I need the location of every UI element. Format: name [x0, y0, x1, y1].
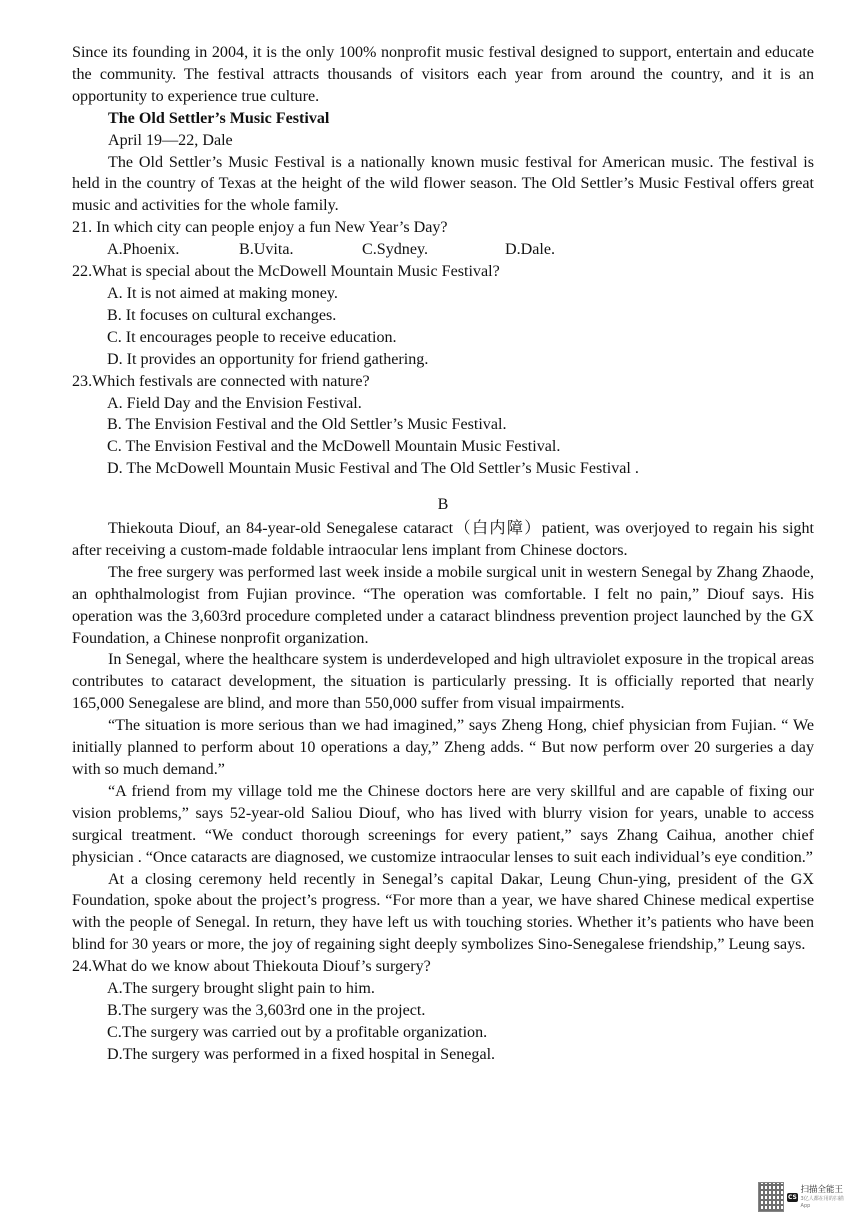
scanner-brand: [801, 1185, 850, 1210]
question-23-stem: 23.Which festivals are connected with nature?: [72, 372, 370, 390]
option-d: D. The McDowell Mountain Music Festival and The Old Settler’s Music Festival .: [107, 460, 639, 478]
passage-b-paragraph-6: At a closing ceremony held recently in Senegal’s capital Dakar, Leung Chun-ying, president of the GX Foundation, spoke about the project’s progress. “For more than a year, we have shared Chinese medical expertise with the people of Senegal. In return, they have left us with touching stories. Whether it’s patients who have been blind for 30 years or more, the joy of regaining sight deeply symbolizes Sino-Senegalese friendship,” Leung says.: [72, 870, 814, 954]
section-b-label: B: [437, 496, 449, 514]
option-d: D.The surgery was performed in a fixed hospital in Senegal.: [107, 1045, 496, 1063]
option-a: A.Phoenix.: [107, 241, 180, 259]
option-b: B. The Envision Festival and the Old Settler’s Music Festival.: [107, 416, 507, 434]
option-b: B. It focuses on cultural exchanges.: [107, 306, 337, 324]
festival-title: The Old Settler’s Music Festival: [108, 109, 330, 127]
qr-code-icon: [758, 1182, 784, 1212]
option-c: C.Sydney.: [362, 241, 429, 259]
option-d: D.Dale.: [505, 241, 556, 259]
passage-b-paragraph-1: Thiekouta Diouf, an 84-year-old Senegalese cataract（白内障）patient, was overjoyed to regain his sight after receiving a custom-made foldable intraocular lens implant from Chinese doctors.: [72, 520, 814, 559]
scanner-brand-name: 扫描全能王: [800, 1184, 844, 1195]
option-a: A. Field Day and the Envision Festival.: [107, 394, 362, 412]
question-24-stem: 24.What do we know about Thiekouta Diouf’s surgery?: [72, 958, 431, 976]
page-content: [72, 42, 814, 1066]
question-21-stem: 21. In which city can people enjoy a fun New Year’s Day?: [72, 219, 448, 237]
scanner-brand-tagline: 3亿人都在用的扫描App: [800, 1195, 844, 1209]
option-c: C. The Envision Festival and the McDowell Mountain Music Festival.: [107, 438, 561, 456]
question-22-stem: 22.What is special about the McDowell Mountain Music Festival?: [72, 263, 500, 281]
option-c: C. It encourages people to receive education.: [107, 328, 397, 346]
question-21-options: [72, 239, 814, 261]
option-c: C.The surgery was carried out by a profitable organization.: [107, 1023, 488, 1041]
passage-b-paragraph-2: The free surgery was performed last week inside a mobile surgical unit in western Senegal by Zhang Zhaode, an ophthalmologist from Fujian province. “The operation was comfortable. I felt no pain,” Diouf says. His operation was the 3,603rd procedure completed under a cataract blindness prevention project launched by the GX Foundation, a Chinese nonprofit organization.: [72, 563, 814, 647]
passage-b-paragraph-3: In Senegal, where the healthcare system is underdeveloped and high ultraviolet exposure in the tropical areas contributes to cataract development, the situation is particularly pressing. It is officially reported that nearly 165,000 Senegalese are blind, and more than 550,000 suffer from visual impairments.: [72, 651, 814, 713]
passage-b-paragraph-5: “A friend from my village told me the Chinese doctors here are very skillful and are capable of fixing our vision problems,” says 52-year-old Saliou Diouf, who has lived with blurry vision for years, unable to access surgical treatment. “We conduct thorough screenings for every patient,” says Zhang Caihua, another chief physician . “Once cataracts are diagnosed, we customize intraocular lenses to suit each individual’s eye condition.”: [72, 782, 814, 866]
camscanner-logo-icon: CS: [787, 1193, 797, 1201]
option-a: A.The surgery brought slight pain to him.: [107, 980, 375, 998]
passage-b-paragraph-4: “The situation is more serious than we had imagined,” says Zheng Hong, chief physician from Fujian. “ We initially planned to perform about 10 operations a day,” Zheng adds. “ But now perform over 20 surgeries a day with so much demand.”: [72, 717, 814, 778]
option-d: D. It provides an opportunity for friend gathering.: [107, 350, 429, 368]
festival-description: The Old Settler’s Music Festival is a nationally known music festival for American music. The festival is held in the country of Texas at the height of the wild flower season. The Old Settler’s Music Festival offers great music and activities for the whole family.: [72, 153, 814, 215]
option-a: A. It is not aimed at making money.: [107, 284, 338, 302]
intro-paragraph: Since its founding in 2004, it is the only 100% nonprofit music festival designed to support, entertain and educate the community. The festival attracts thousands of visitors each year from around the country, and it is an opportunity to experience true culture.: [72, 44, 814, 105]
festival-date-place: April 19—22, Dale: [108, 131, 233, 149]
option-b: B.Uvita.: [239, 241, 294, 259]
scanner-watermark: [758, 1180, 850, 1214]
option-b: B.The surgery was the 3,603rd one in the project.: [107, 1001, 426, 1019]
